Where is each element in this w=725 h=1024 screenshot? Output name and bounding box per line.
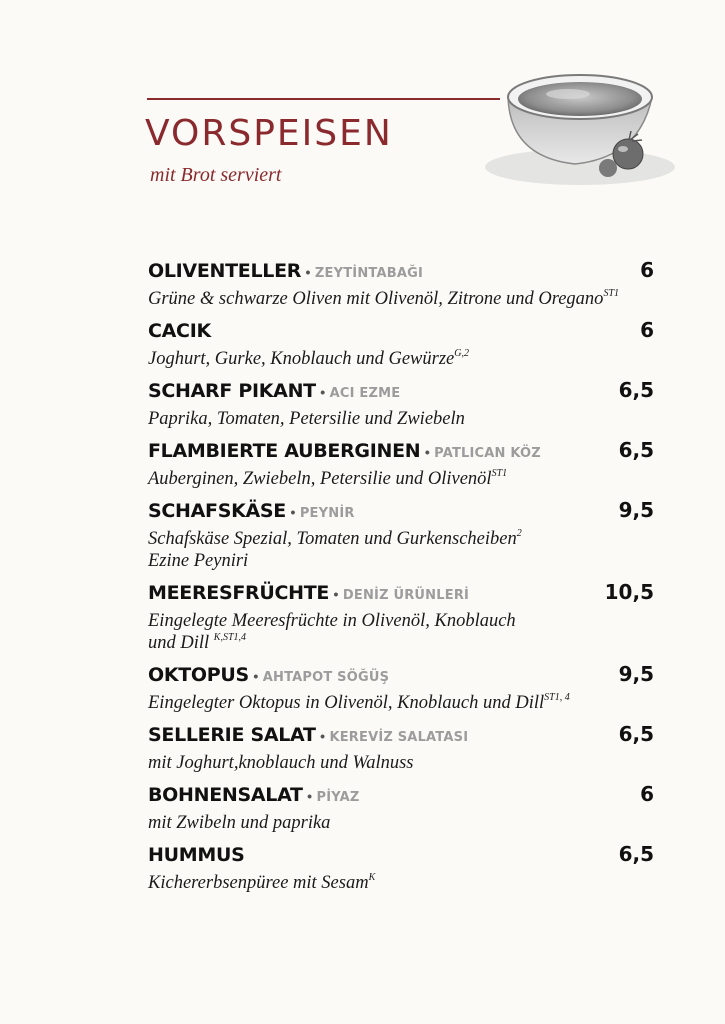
- allergen-codes: G,2: [454, 348, 469, 359]
- item-price: 6,5: [618, 842, 654, 866]
- item-name: CACIK: [148, 320, 211, 342]
- item-name: OLIVENTELLER: [148, 260, 302, 282]
- separator-dot: •: [333, 586, 339, 602]
- item-description: Grüne & schwarze Oliven mit Olivenöl, Zitrone und Oregano: [148, 289, 604, 309]
- item-price: 6: [640, 782, 654, 806]
- item-name: SELLERIE SALAT: [148, 724, 316, 746]
- page-subtitle: mit Brot serviert: [150, 164, 282, 186]
- item-description-line2: und Dill: [148, 633, 210, 653]
- item-price: 6: [640, 258, 654, 282]
- item-description: Paprika, Tomaten, Petersilie und Zwiebeln: [148, 409, 465, 429]
- separator-dot: •: [305, 264, 311, 280]
- item-name: HUMMUS: [148, 844, 245, 866]
- menu-list: [148, 258, 654, 902]
- item-name: SCHAFSKÄSE: [148, 500, 286, 522]
- separator-dot: •: [290, 504, 296, 520]
- menu-item-meeresfruechte: [148, 580, 654, 662]
- menu-item-oliventeller: [148, 258, 654, 318]
- menu-item-bohnensalat: [148, 782, 654, 842]
- item-name: MEERESFRÜCHTE: [148, 582, 330, 604]
- separator-dot: •: [424, 444, 430, 460]
- item-price: 6,5: [618, 378, 654, 402]
- separator-dot: •: [307, 788, 313, 804]
- item-translation: PATLICAN KÖZ: [434, 446, 541, 461]
- menu-item-sellerie-salat: [148, 722, 654, 782]
- item-name: FLAMBIERTE AUBERGINEN: [148, 440, 421, 462]
- item-translation: DENİZ ÜRÜNLERİ: [342, 588, 470, 603]
- item-description: Auberginen, Zwiebeln, Petersilie und Olivenöl: [148, 469, 492, 489]
- item-translation: KEREVİZ SALATASI: [329, 730, 469, 745]
- item-price: 6,5: [618, 438, 654, 462]
- item-translation: ACI EZME: [329, 386, 401, 401]
- separator-dot: •: [320, 384, 326, 400]
- item-translation: ZEYTİNTABAĞI: [314, 266, 423, 281]
- allergen-codes: ST1: [491, 468, 508, 479]
- menu-item-schafskaese: [148, 498, 654, 580]
- item-description: mit Zwibeln und paprika: [148, 813, 331, 833]
- item-price: 10,5: [604, 580, 654, 604]
- item-name: SCHARF PIKANT: [148, 380, 316, 402]
- item-translation: PİYAZ: [316, 790, 360, 805]
- item-description: Schafskäse Spezial, Tomaten und Gurkenscheiben: [148, 529, 517, 549]
- allergen-codes: ST1, 4: [544, 692, 570, 703]
- item-description: Eingelegter Oktopus in Olivenöl, Knoblauch und Dill: [148, 693, 545, 713]
- item-description: Joghurt, Gurke, Knoblauch und Gewürze: [148, 349, 455, 369]
- item-description: Kichererbsenpüree mit Sesam: [148, 873, 369, 893]
- dip-bowl-illustration: [480, 52, 680, 192]
- title-rule: [147, 98, 500, 100]
- page-title: VORSPEISEN: [145, 113, 393, 154]
- menu-item-flambierte-auberginen: [148, 438, 654, 498]
- separator-dot: •: [320, 728, 325, 744]
- item-description: Eingelegte Meeresfrüchte in Olivenöl, Knoblauch: [148, 611, 516, 631]
- allergen-codes: K: [368, 872, 376, 883]
- item-price: 9,5: [618, 662, 654, 686]
- allergen-codes: K,ST1,4: [213, 632, 247, 643]
- allergen-codes: ST1: [603, 288, 619, 299]
- item-price: 6: [640, 318, 654, 342]
- item-name: OKTOPUS: [148, 664, 249, 686]
- menu-item-cacik: [148, 318, 654, 378]
- item-name: BOHNENSALAT: [148, 784, 303, 806]
- item-price: 6,5: [618, 722, 654, 746]
- menu-item-oktopus: [148, 662, 654, 722]
- item-description: mit Joghurt,knoblauch und Walnuss: [148, 753, 414, 773]
- menu-item-hummus: [148, 842, 654, 902]
- item-price: 9,5: [618, 498, 654, 522]
- menu-item-scharf-pikant: [148, 378, 654, 438]
- item-translation: AHTAPOT SÖĞÜŞ: [262, 670, 390, 685]
- allergen-codes: 2: [516, 528, 522, 539]
- item-translation: PEYNİR: [299, 506, 355, 521]
- separator-dot: •: [253, 668, 259, 684]
- item-description-line2: Ezine Peyniri: [148, 551, 249, 571]
